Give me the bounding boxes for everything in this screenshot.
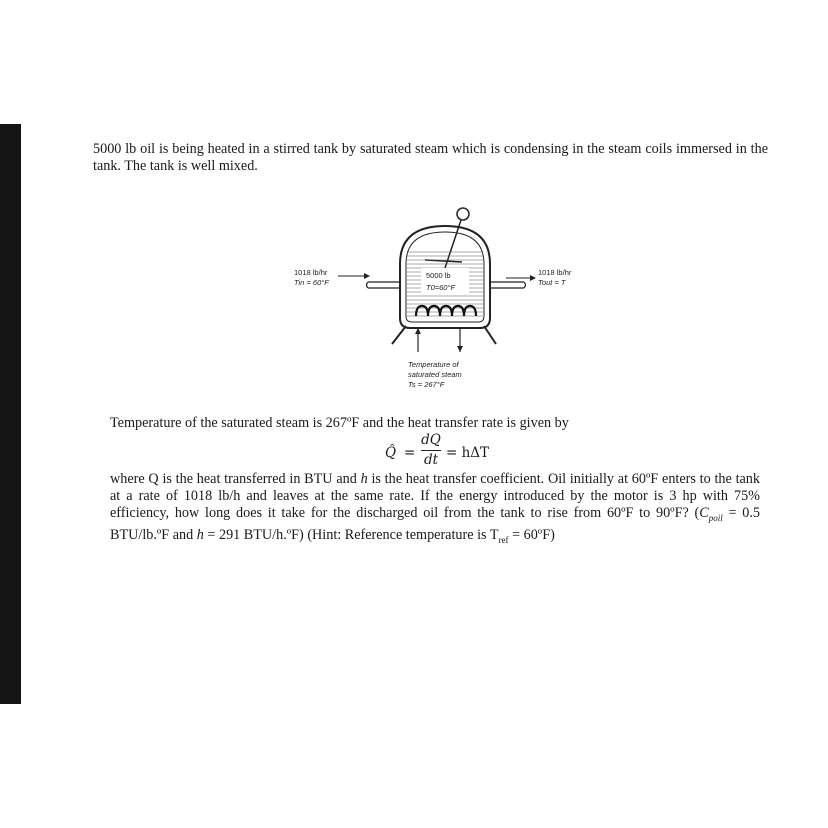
details-h-symbol: h (360, 471, 368, 487)
steam-label-line1: Temperature of (408, 360, 459, 369)
details-h-symbol-2: h (196, 526, 204, 543)
equation-denominator: dt (423, 452, 439, 468)
steam-outlet-arrow-icon (457, 346, 463, 352)
stirrer-motor-icon (455, 206, 471, 222)
details-part-1: where Q is the heat transferred in BTU and (110, 471, 361, 487)
stirred-tank-diagram (280, 196, 610, 401)
tref-subscript: ref (498, 534, 509, 545)
equation-equals: = (404, 445, 416, 461)
steam-label-line2: saturated steam (408, 370, 462, 379)
inlet-temp-label: Tin = 60°F (294, 278, 329, 287)
cp-subscript: poil (708, 512, 723, 523)
tank-mass-label: 5000 lb (426, 271, 451, 280)
left-edge-bar (0, 124, 21, 704)
tank-leg-left (392, 326, 406, 344)
outlet-pipe-end (524, 282, 526, 288)
details-part-3: = 0.5 BTU/lb.ºF and (110, 505, 760, 543)
intro-paragraph: 5000 lb oil is being heated in a stirred tank by saturated steam which is condensing in the steam coils immersed in the tank. The tank is well mixed. (93, 141, 768, 174)
outlet-temp-label: Tout = T (538, 278, 566, 287)
outlet-rate-label: 1018 lb/hr (538, 268, 572, 277)
equation-numerator: dQ (421, 432, 441, 448)
inlet-pipe-end (367, 282, 369, 288)
steam-label-line3: Ts = 267°F (408, 380, 445, 389)
heat-rate-equation (110, 433, 760, 471)
tank-temp-label: T0=60°F (426, 283, 456, 292)
details-part-2: is the heat transfer coefficient. Oil initially at 60ºF enters to the tank at a rate of 1018 lb/h and leaves at the same rate. If the energy introduced by the motor is 3 hp with 75% efficiency, how long does it take for the discharged oil from the tank to rise from 60ºF to 90ºF? ( (110, 471, 760, 521)
steam-statement: Temperature of the saturated steam is 267ºF and the heat transfer rate is given by (110, 415, 569, 431)
outlet-arrow-head-icon (530, 275, 536, 281)
equation-lhs: Q̂ (385, 445, 397, 461)
tank-leg-right (484, 326, 496, 344)
steam-coil (416, 306, 476, 316)
equation-rhs: = hΔT (446, 445, 490, 461)
problem-details (110, 471, 760, 549)
cp-symbol: C (699, 505, 709, 521)
details-part-5: = 60ºF) (508, 526, 555, 543)
inlet-arrow-head-icon (364, 273, 370, 279)
fraction-bar (421, 450, 441, 451)
inlet-rate-label: 1018 lb/hr (294, 268, 328, 277)
details-part-4: = 291 BTU/h.ºF) (Hint: Reference temperature is T (203, 526, 499, 543)
equation-fraction (421, 433, 441, 468)
problem-body (110, 415, 760, 549)
problem-intro (93, 141, 768, 175)
